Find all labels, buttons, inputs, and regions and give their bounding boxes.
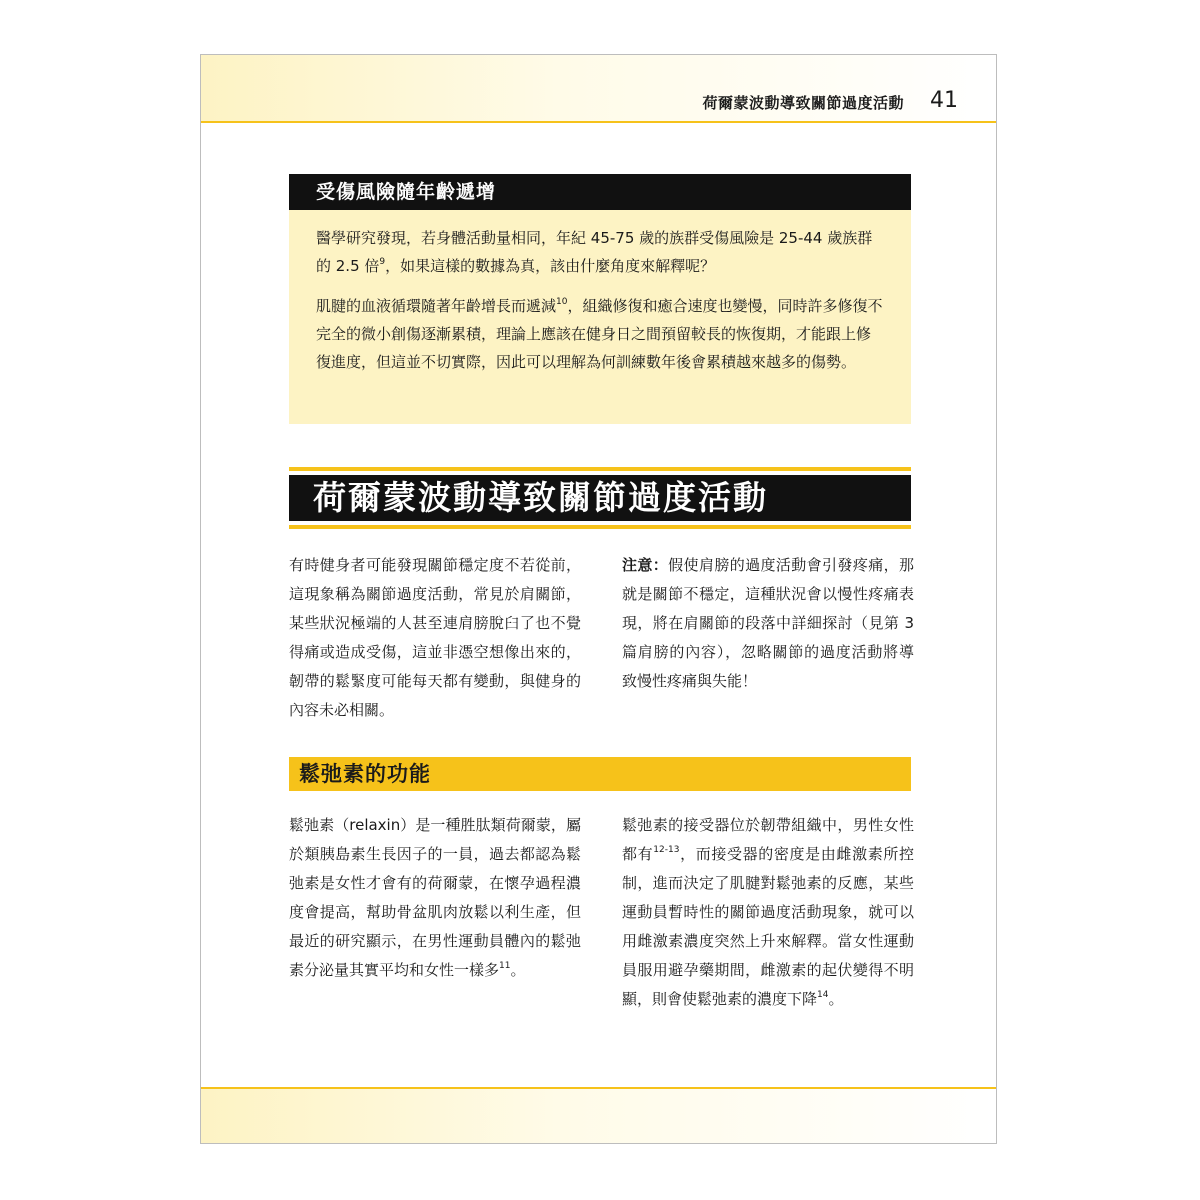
- subsection-title: 鬆弛素的功能: [289, 757, 911, 791]
- box-text: ，組織修復和癒合速度也變慢，同時許多修復不完全的微小創傷逐漸累積，理論上應該在健身日之間預留較長的恢復期，才能跟上修復進度，但這並不切實際，因此可以理解為何訓練數年後會累積越來越多的傷勢。: [316, 297, 883, 371]
- citation: 14: [817, 990, 829, 1000]
- body-paragraph: 有時健身者可能發現關節穩定度不若從前，這現象稱為關節過度活動，常見於肩關節，某些狀況極端的人甚至連肩膀脫臼了也不覺得痛或造成受傷，這並非憑空想像出來的，韌帶的鬆緊度可能每天都有變動，與健身的內容未必相關。: [289, 556, 581, 719]
- page-number: 41: [930, 88, 958, 113]
- running-title: 荷爾蒙波動導致關節過度活動: [702, 94, 904, 112]
- body-text: 。: [510, 961, 526, 979]
- heading-rule-bottom: [289, 525, 911, 529]
- citation: 12-13: [653, 845, 680, 855]
- box-paragraph-2: [316, 292, 885, 376]
- citation: 10: [556, 297, 568, 307]
- citation: 9: [379, 257, 386, 267]
- box-text: 醫學研究發現，若身體活動量相同，年紀 45-75 歲的族群受傷風險是 25-44 歲族群的 2.5 倍: [316, 229, 873, 275]
- box-text: ，如果這樣的數據為真，該由什麼角度來解釋呢？: [385, 257, 716, 275]
- body-text: 鬆弛素（relaxin）是一種胜肽類荷爾蒙，屬於類胰島素生長因子的一員，過去都認為鬆弛素是女性才會有的荷爾蒙，在懷孕過程濃度會提高，幫助骨盆肌肉放鬆以利生產，但最近的研究顯示，在男性運動員體內的鬆弛素分泌量其實平均和女性一樣多: [289, 816, 581, 979]
- box-title: 受傷風險隨年齡遞增: [289, 174, 911, 210]
- subsection-right-column: [622, 811, 914, 1014]
- box-paragraph-1: [316, 224, 885, 280]
- sidebar-box: [289, 174, 911, 424]
- note-paragraph: [622, 551, 914, 696]
- citation: 11: [499, 961, 511, 971]
- note-label: 注意：: [622, 556, 669, 574]
- body-text: ，而接受器的密度是由雌激素所控制，進而決定了肌腱對鬆弛素的反應，某些運動員暫時性的關節過度活動現象，就可以用雌激素濃度突然上升來解釋。當女性運動員服用避孕藥期間，雌激素的起伏變得不明顯，則會使鬆弛素的濃度下降: [622, 845, 914, 1008]
- subsection-left-column: [289, 811, 581, 985]
- box-text: 肌腱的血液循環隨著年齡增長而遞減: [316, 297, 557, 315]
- heading-rule-top: [289, 467, 911, 471]
- body-paragraph: [622, 811, 914, 1014]
- section1-left-column: [289, 551, 581, 725]
- footer-band: [201, 1087, 996, 1143]
- header-band: [201, 55, 996, 123]
- body-paragraph: [289, 811, 581, 985]
- book-page: [200, 54, 997, 1144]
- section-heading: [289, 467, 911, 529]
- note-text: 假使肩膀的過度活動會引發疼痛，那就是關節不穩定，這種狀況會以慢性疼痛表現，將在肩關節的段落中詳細探討（見第 3 篇肩膀的內容），忽略關節的過度活動將導致慢性疼痛與失能！: [622, 556, 914, 690]
- body-text: 。: [828, 990, 844, 1008]
- box-body: [289, 210, 911, 376]
- section1-right-column: [622, 551, 914, 696]
- body-text: 鬆弛素的接受器位於韌帶組織中，男性女性都有: [622, 816, 914, 863]
- section-title: 荷爾蒙波動導致關節過度活動: [289, 475, 911, 521]
